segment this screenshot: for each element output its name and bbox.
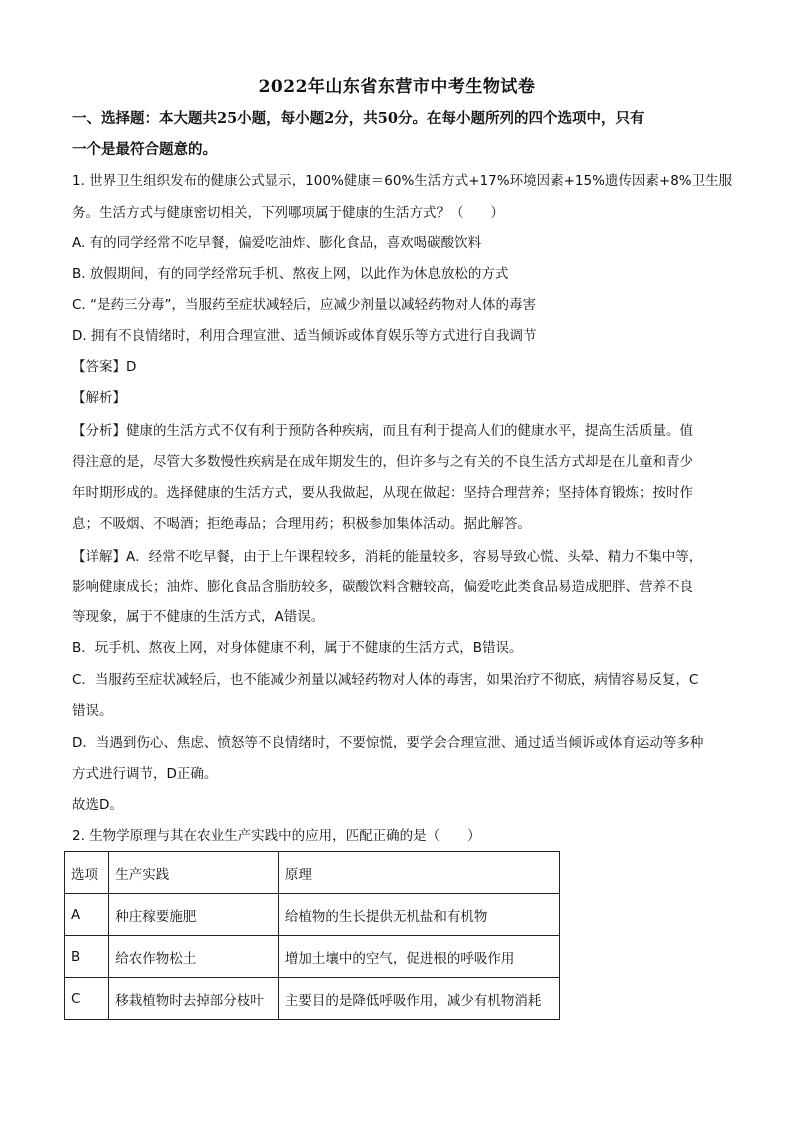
q1-detail-b: B．玩手机、熬夜上网，对身体健康不利，属于不健康的生活方式，B错误。 [72,640,523,656]
q2-table [64,851,560,1020]
table-header-cell: 生产实践 [109,852,279,894]
table-cell: 增加土壤中的空气，促进根的呼吸作用 [278,936,559,978]
q1-detail-d-line-2: 方式进行调节，D正确。 [72,766,218,782]
table-cell: 主要目的是降低呼吸作用，减少有机物消耗 [278,978,559,1020]
q1-analysis-line-2: 得注意的是，尽管大多数慢性疾病是在成年期发生的，但许多与之有关的不良生活方式却是在儿童和青少 [72,454,693,470]
q1-detail-d-line-1: D．当遇到伤心、焦虑、愤怒等不良情绪时，不要惊慌，要学会合理宣泄、通过适当倾诉或体育运动等多种 [72,735,704,751]
q1-conclusion: 故选D。 [72,797,123,813]
table-row [65,978,560,1020]
q1-detail-line-3: 等现象，属于不健康的生活方式，A错误。 [72,609,325,625]
table-row [65,894,560,936]
table-cell: A [65,894,109,936]
q1-detail-line-1: 【详解】A．经常不吃早餐，由于上午课程较多，消耗的能量较多，容易导致心慌、头晕、精力不集中等， [72,549,703,565]
table-row [65,936,560,978]
table-cell: B [65,936,109,978]
table-header-cell: 选项 [65,852,109,894]
q1-option-d: D. 拥有不良情绪时，利用合理宣泄、适当倾诉或体育娱乐等方式进行自我调节 [72,328,537,344]
q1-detail-c-line-1: C．当服药至症状减轻后，也不能减少剂量以减轻药物对人体的毒害，如果治疗不彻底，病情容易反复，C [72,672,699,688]
section-heading-line-1: 一、选择题：本大题共25小题，每小题2分，共50分。在每小题所列的四个选项中，只有 [72,110,645,127]
section-heading-line-2: 一个是最符合题意的。 [72,141,217,158]
q1-stem-line-1: 1. 世界卫生组织发布的健康公式显示，100%健康＝60%生活方式+17%环境因素+15%遗传因素+8%卫生服 [72,173,733,189]
q1-option-b: B. 放假期间，有的同学经常玩手机、熬夜上网，以此作为休息放松的方式 [72,266,509,282]
q1-option-c: C. “是药三分毒”，当服药至症状减轻后，应减少剂量以减轻药物对人体的毒害 [72,297,536,313]
table-cell: 给植物的生长提供无机盐和有机物 [278,894,559,936]
q1-answer: 【答案】D [72,359,137,375]
q1-detail-c-line-2: 错误。 [72,703,113,719]
table-cell: 种庄稼要施肥 [109,894,279,936]
table-cell: C [65,978,109,1020]
q1-analysis-line-1: 【分析】健康的生活方式不仅有利于预防各种疾病，而且有利于提高人们的健康水平，提高生活质量。值 [72,423,693,439]
table-header-row [65,852,560,894]
page-title: 2022年山东省东营市中考生物试卷 [258,77,536,97]
q1-detail-line-2: 影响健康成长；油炸、膨化食品含脂肪较多，碳酸饮料含糖较高，偏爱吃此类食品易造成肥胖、营养不良 [72,579,693,595]
q1-analysis-label: 【解析】 [72,390,126,406]
q1-analysis-line-4: 息；不吸烟、不喝酒；拒绝毒品；合理用药；积极参加集体活动。据此解答。 [72,516,531,532]
q1-option-a: A. 有的同学经常不吃早餐，偏爱吃油炸、膨化食品，喜欢喝碳酸饮料 [72,235,482,251]
q1-analysis-line-3: 年时期形成的。选择健康的生活方式，要从我做起，从现在做起：坚持合理营养；坚持体育锻炼；按时作 [72,485,693,501]
q1-stem-line-2: 务。生活方式与健康密切相关，下列哪项属于健康的生活方式？（ ） [72,205,504,221]
table-header-cell: 原理 [278,852,559,894]
table-cell: 移栽植物时去掉部分枝叶 [109,978,279,1020]
table-cell: 给农作物松土 [109,936,279,978]
q2-stem: 2. 生物学原理与其在农业生产实践中的应用，匹配正确的是（ ） [72,828,481,844]
